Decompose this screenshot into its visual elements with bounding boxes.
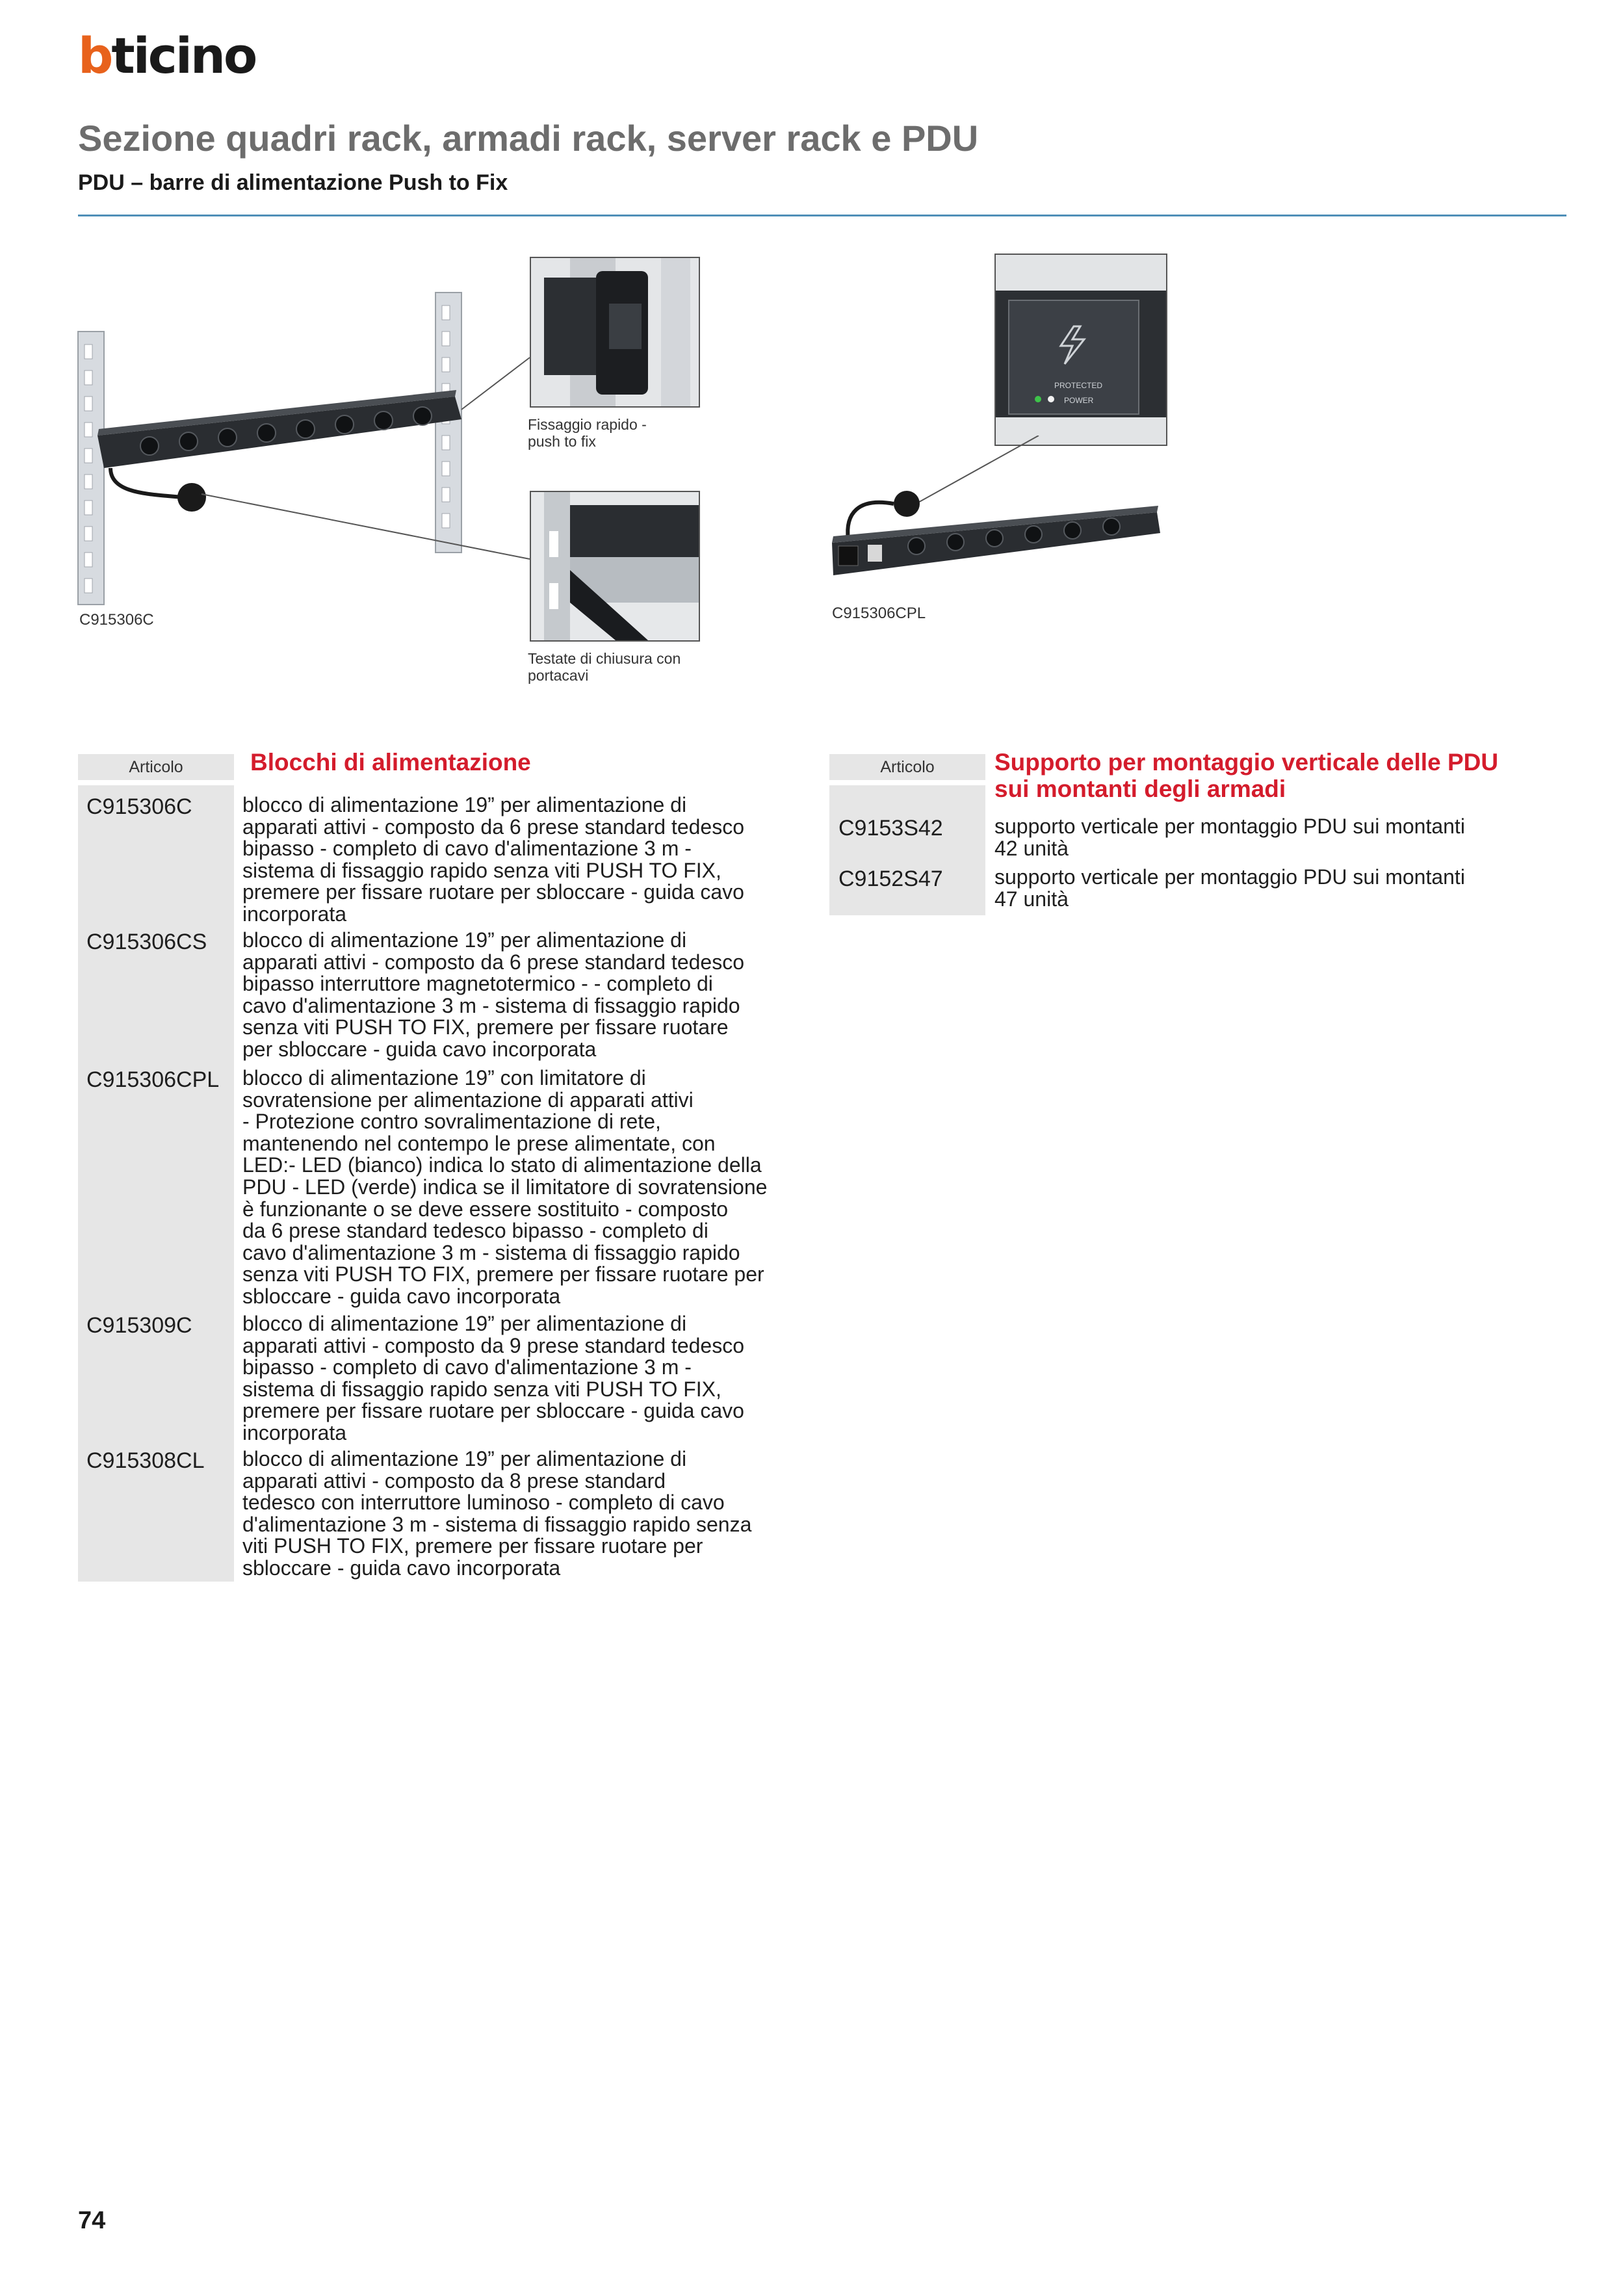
row-desc: blocco di alimentazione 19” per alimentazione di apparati attivi - composto da 9 prese standard tedesco bipasso - completo di cavo d'alimentazione 3 m - sistema di fissaggio rapido senza viti PUSH TO FIX, premere per fissare ruotare per sbloccare - guida cavo incorporata — [242, 1312, 744, 1444]
right-col-header-articolo: Articolo — [829, 754, 985, 780]
row-desc: supporto verticale per montaggio PDU sui montanti 47 unità — [994, 865, 1465, 911]
callout-end-caps: Testate di chiusura con portacavi — [528, 650, 681, 685]
row-desc: blocco di alimentazione 19” con limitatore di sovratensione per alimentazione di apparati attivi - Protezione contro sovralimentazione di rete, mantenendo nel contempo le prese alimentate, con LED:- LED (bianco) indica lo stato di alimentazione della PDU - LED (verde) indica se il limitatore di sovratensione è funzionante o se deve essere sostituito - composto da 6 prese standard tedesco bipasso - completo di cavo d'alimentazione 3 m - sistema di fissaggio rapido senza viti PUSH TO FIX, premere per fissare ruotare per sbloccare - guida cavo incorporata — [242, 1066, 768, 1308]
row-code: C9152S47 — [838, 867, 943, 891]
row-desc: supporto verticale per montaggio PDU sui montanti 42 unità — [994, 815, 1465, 860]
row-code: C9153S42 — [838, 816, 943, 841]
row-code: C915306CS — [86, 930, 207, 954]
row-desc: blocco di alimentazione 19” per alimentazione di apparati attivi - composto da 6 prese standard tedesco bipasso interruttore magnetotermico - - completo di cavo d'alimentazione 3 m - sistema di fissaggio rapido senza viti PUSH TO FIX, premere per fissare ruotare per sbloccare - guida cavo incorporata — [242, 928, 744, 1061]
row-desc: blocco di alimentazione 19” per alimentazione di apparati attivi - composto da 6 prese standard tedesco bipasso - completo di cavo d'alimentazione 3 m - sistema di fissaggio rapido senza viti PUSH TO FIX, premere per fissare ruotare per sbloccare - guida cavo incorporata — [242, 793, 744, 926]
right-code-column — [829, 785, 985, 915]
product-code-c915306c: C915306C — [79, 611, 154, 629]
row-code: C915309C — [86, 1313, 192, 1338]
pdu-surge-illustration — [819, 436, 1183, 598]
callout-push-to-fix: Fissaggio rapido - push to fix — [528, 416, 647, 450]
brand-logo: bticino — [78, 27, 256, 85]
led-power-label: POWER — [1064, 396, 1094, 405]
left-section-title: Blocchi di alimentazione — [250, 749, 531, 776]
left-col-header-articolo: Articolo — [78, 754, 234, 780]
page-title: Sezione quadri rack, armadi rack, server rack e PDU — [78, 118, 979, 159]
detail-push-to-fix-image — [530, 257, 700, 408]
row-code: C915306CPL — [86, 1067, 220, 1092]
detail-end-cap-image — [530, 491, 700, 642]
header-divider — [78, 215, 1566, 216]
led-protected-label: PROTECTED — [1054, 381, 1103, 390]
right-section-title: Supporto per montaggio verticale delle PDU sui montanti degli armadi — [994, 749, 1499, 802]
row-desc: blocco di alimentazione 19” per alimentazione di apparati attivi - composto da 8 prese standard tedesco con interruttore luminoso - completo di cavo d'alimentazione 3 m - sistema di fissaggio rapido senza viti PUSH TO FIX, premere per fissare ruotare per sbloccare - guida cavo incorporata — [242, 1447, 752, 1580]
detail-led-panel-image — [994, 254, 1167, 446]
row-code: C915306C — [86, 794, 192, 819]
page-number: 74 — [78, 2207, 106, 2234]
page-subtitle: PDU – barre di alimentazione Push to Fix — [78, 170, 508, 195]
product-code-c915306cpl: C915306CPL — [832, 605, 926, 622]
row-code: C915308CL — [86, 1448, 205, 1473]
